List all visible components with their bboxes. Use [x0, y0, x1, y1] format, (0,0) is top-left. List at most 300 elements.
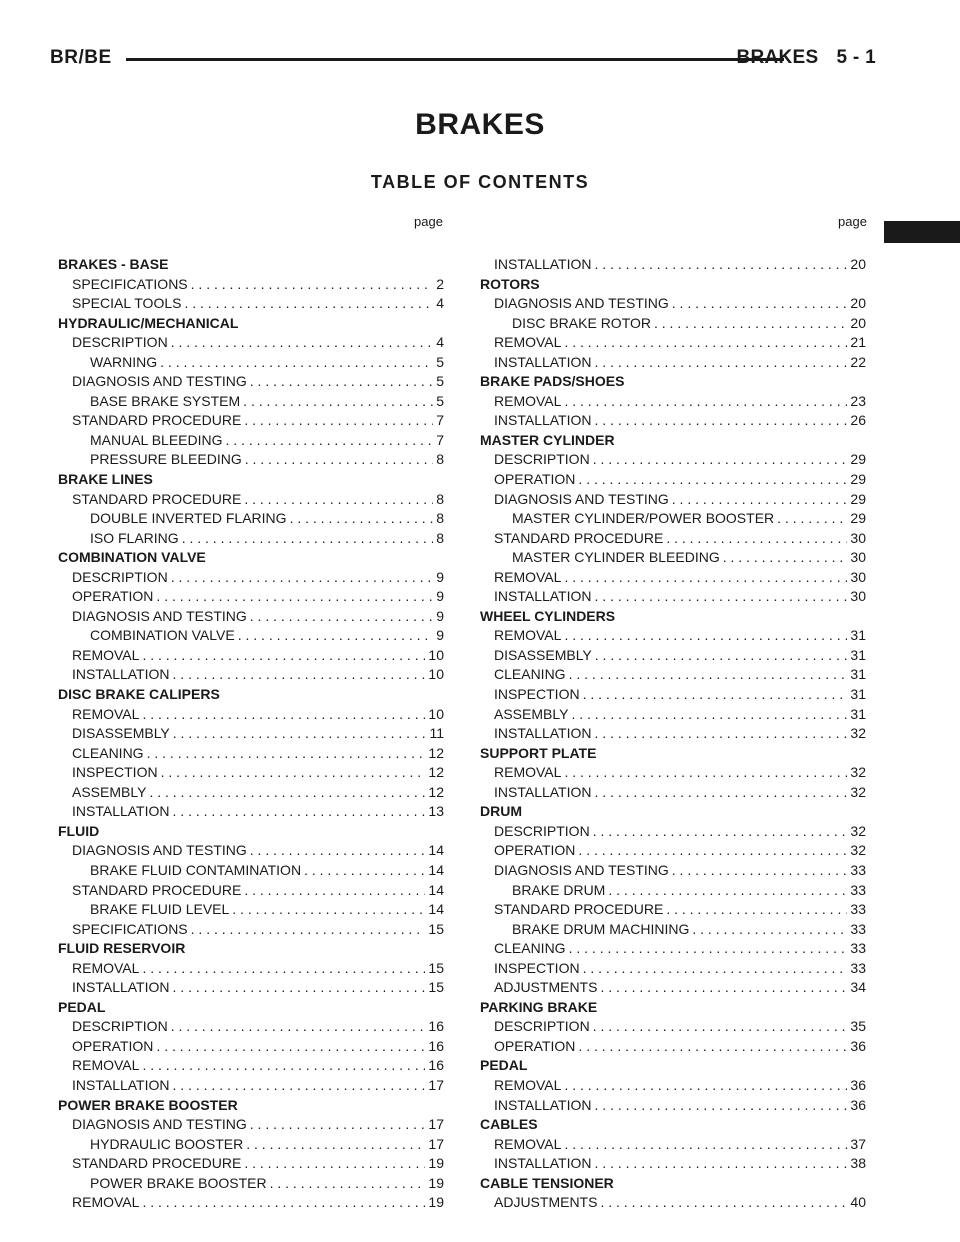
dot-leader — [564, 763, 847, 783]
toc-entry-title: OPERATION — [72, 1037, 154, 1054]
dot-leader — [243, 392, 433, 412]
dot-leader — [182, 529, 434, 549]
toc-entry[interactable] — [480, 294, 866, 314]
toc-entry-title: REMOVAL — [72, 1194, 140, 1211]
toc-entry-page: 32 — [850, 764, 866, 781]
dot-leader — [777, 509, 847, 529]
toc-entry-title: DESCRIPTION — [494, 822, 590, 839]
toc-entry[interactable] — [58, 1076, 444, 1096]
dot-leader — [161, 763, 426, 783]
toc-entry-page: 4 — [436, 334, 444, 351]
toc-entry-title: BASE BRAKE SYSTEM — [90, 392, 241, 409]
page-column-label-left: page — [414, 214, 443, 229]
toc-entry[interactable] — [58, 568, 444, 588]
toc-entry[interactable] — [58, 626, 444, 646]
toc-entry-page: 23 — [850, 392, 866, 409]
toc-entry[interactable] — [58, 1174, 444, 1194]
toc-entry[interactable] — [480, 626, 866, 646]
toc-entry-title: STANDARD PROCEDURE — [72, 1155, 242, 1172]
toc-entry-page: 33 — [850, 861, 866, 878]
toc-section-heading — [480, 1115, 866, 1135]
toc-entry[interactable] — [58, 1056, 444, 1076]
toc-entry-page: 30 — [850, 568, 866, 585]
toc-section-heading — [480, 998, 866, 1018]
dot-leader — [171, 1017, 426, 1037]
dot-leader — [564, 333, 847, 353]
toc-entry[interactable] — [58, 959, 444, 979]
dot-leader — [142, 959, 425, 979]
toc-entry-page: 19 — [428, 1174, 444, 1191]
toc-entry[interactable] — [58, 705, 444, 725]
toc-entry-page: 30 — [850, 529, 866, 546]
toc-entry-title: INSTALLATION — [494, 588, 592, 605]
toc-entry-title: DIAGNOSIS AND TESTING — [494, 490, 669, 507]
toc-entry-page: 32 — [850, 783, 866, 800]
toc-entry-title: INSTALLATION — [494, 1096, 592, 1113]
toc-entry[interactable] — [480, 450, 866, 470]
toc-entry-page: 7 — [436, 412, 444, 429]
toc-entry-title: REMOVAL — [72, 646, 140, 663]
toc-entry[interactable] — [58, 1135, 444, 1155]
toc-entry[interactable] — [480, 705, 866, 725]
toc-entry-page: 31 — [850, 686, 866, 703]
toc-entry-page: 26 — [850, 412, 866, 429]
dot-leader — [290, 509, 434, 529]
toc-entry[interactable] — [58, 744, 444, 764]
page-column-label-right: page — [838, 214, 867, 229]
dot-leader — [250, 1115, 426, 1135]
dot-leader — [564, 568, 847, 588]
toc-entry-title: HYDRAULIC/MECHANICAL — [58, 314, 239, 331]
toc-entry-title: INSPECTION — [494, 959, 580, 976]
toc-entry-page: 29 — [850, 451, 866, 468]
toc-section-heading — [58, 255, 444, 275]
toc-entry-title: SPECIFICATIONS — [72, 920, 188, 937]
toc-entry-title: FLUID — [58, 822, 100, 839]
toc-entry-title: STANDARD PROCEDURE — [72, 490, 242, 507]
toc-entry[interactable] — [58, 783, 444, 803]
toc-entry-title: BRAKE DRUM MACHINING — [512, 920, 690, 937]
toc-entry[interactable] — [480, 1037, 866, 1057]
dot-leader — [304, 861, 425, 881]
toc-entry[interactable] — [58, 1115, 444, 1135]
dot-leader — [173, 802, 426, 822]
dot-leader — [564, 626, 847, 646]
toc-entry-page: 31 — [850, 627, 866, 644]
dot-leader — [595, 1154, 848, 1174]
toc-entry[interactable] — [480, 529, 866, 549]
toc-entry-page: 8 — [436, 451, 444, 468]
toc-entry-page: 36 — [850, 1076, 866, 1093]
toc-entry-page: 31 — [850, 705, 866, 722]
dot-leader — [600, 978, 847, 998]
toc-section-heading — [480, 275, 866, 295]
toc-entry-page: 14 — [428, 881, 444, 898]
toc-entry-page: 29 — [850, 510, 866, 527]
dot-leader — [692, 920, 847, 940]
toc-entry-title: DRUM — [480, 803, 522, 820]
toc-entry[interactable] — [480, 411, 866, 431]
dot-leader — [191, 275, 434, 295]
dot-leader — [226, 431, 434, 451]
toc-entry-title: PEDAL — [58, 998, 106, 1015]
dot-leader — [608, 881, 847, 901]
toc-entry[interactable] — [480, 1017, 866, 1037]
toc-entry-page: 11 — [429, 725, 444, 742]
toc-entry-page: 5 — [436, 373, 444, 390]
toc-entry-title: INSTALLATION — [72, 979, 170, 996]
toc-entry-title: OPERATION — [494, 1037, 576, 1054]
dot-leader — [244, 411, 433, 431]
toc-section-heading — [480, 802, 866, 822]
dot-leader — [564, 1076, 847, 1096]
toc-entry-title: WARNING — [90, 353, 158, 370]
toc-entry-title: INSTALLATION — [72, 803, 170, 820]
toc-entry-title: BRAKE LINES — [58, 471, 153, 488]
toc-entry[interactable] — [480, 920, 866, 940]
toc-entry[interactable] — [58, 646, 444, 666]
toc-entry-title: ADJUSTMENTS — [494, 1194, 598, 1211]
dot-leader — [600, 1193, 847, 1213]
toc-entry-title: REMOVAL — [72, 1057, 140, 1074]
toc-entry-page: 5 — [436, 392, 444, 409]
toc-entry[interactable] — [480, 939, 866, 959]
toc-entry-title: CLEANING — [494, 666, 566, 683]
dot-leader — [142, 1193, 425, 1213]
toc-entry-page: 14 — [428, 842, 444, 859]
toc-section-heading — [58, 314, 444, 334]
toc-entry-title: DIAGNOSIS AND TESTING — [72, 1116, 247, 1133]
toc-section-heading — [480, 372, 866, 392]
toc-entry[interactable] — [480, 881, 866, 901]
toc-entry[interactable] — [58, 1154, 444, 1174]
toc-entry-title: ASSEMBLY — [72, 783, 147, 800]
toc-entry[interactable] — [58, 509, 444, 529]
toc-entry-page: 12 — [428, 783, 444, 800]
toc-entry-title: REMOVAL — [494, 334, 562, 351]
toc-entry-page: 9 — [436, 568, 444, 585]
toc-entry-page: 34 — [850, 979, 866, 996]
toc-entry[interactable] — [480, 1135, 866, 1155]
toc-entry-title: MASTER CYLINDER/POWER BOOSTER — [512, 510, 775, 527]
toc-entry[interactable] — [480, 861, 866, 881]
dot-leader — [171, 333, 434, 353]
toc-entry-title: DISC BRAKE ROTOR — [512, 314, 651, 331]
toc-entry[interactable] — [480, 568, 866, 588]
dot-leader — [595, 411, 848, 431]
toc-entry-title: STANDARD PROCEDURE — [72, 881, 242, 898]
toc-entry-page: 22 — [850, 353, 866, 370]
toc-entry-page: 16 — [428, 1037, 444, 1054]
dot-leader — [593, 450, 848, 470]
toc-entry[interactable] — [480, 353, 866, 373]
toc-entry-page: 12 — [428, 764, 444, 781]
dot-leader — [583, 685, 848, 705]
toc-entry-page: 10 — [428, 646, 444, 663]
toc-entry-title: BRAKE FLUID LEVEL — [90, 901, 230, 918]
dot-leader — [672, 294, 848, 314]
toc-entry[interactable] — [58, 665, 444, 685]
toc-entry[interactable] — [480, 822, 866, 842]
dot-leader — [666, 900, 847, 920]
toc-section-heading — [480, 1056, 866, 1076]
toc-entry[interactable] — [480, 665, 866, 685]
dot-leader — [173, 724, 427, 744]
header-rule — [126, 58, 784, 61]
toc-entry[interactable] — [480, 1096, 866, 1116]
dot-leader — [666, 529, 847, 549]
toc-entry-title: DOUBLE INVERTED FLARING — [90, 510, 287, 527]
toc-section-heading — [58, 998, 444, 1018]
dot-leader — [564, 392, 847, 412]
toc-section-heading — [480, 607, 866, 627]
toc-entry-title: SPECIAL TOOLS — [72, 295, 182, 312]
toc-entry-title: REMOVAL — [494, 627, 562, 644]
toc-entry-title: ISO FLARING — [90, 529, 179, 546]
toc-entry[interactable] — [480, 314, 866, 334]
toc-entry-title: INSTALLATION — [72, 666, 170, 683]
dot-leader — [578, 841, 847, 861]
toc-entry[interactable] — [58, 333, 444, 353]
toc-entry-title: REMOVAL — [494, 392, 562, 409]
toc-entry[interactable] — [480, 1193, 866, 1213]
dot-leader — [595, 646, 848, 666]
toc-entry-page: 10 — [428, 666, 444, 683]
toc-section-heading — [480, 744, 866, 764]
dot-leader — [595, 353, 848, 373]
toc-entry[interactable] — [480, 333, 866, 353]
toc-entry-page: 2 — [436, 275, 444, 292]
toc-entry[interactable] — [58, 1037, 444, 1057]
toc-entry-page: 16 — [428, 1057, 444, 1074]
toc-entry-title: DESCRIPTION — [72, 568, 168, 585]
dot-leader — [595, 1096, 848, 1116]
toc-entry-page: 20 — [850, 314, 866, 331]
toc-entry[interactable] — [58, 529, 444, 549]
toc-entry-title: PEDAL — [480, 1057, 528, 1074]
toc-entry-page: 9 — [436, 627, 444, 644]
toc-entry-title: ASSEMBLY — [494, 705, 569, 722]
toc-entry[interactable] — [480, 392, 866, 412]
toc-section-heading — [480, 1174, 866, 1194]
dot-leader — [156, 1037, 425, 1057]
toc-entry[interactable] — [58, 431, 444, 451]
toc-entry-page: 10 — [428, 705, 444, 722]
toc-entry-title: DIAGNOSIS AND TESTING — [72, 842, 247, 859]
dot-leader — [595, 587, 848, 607]
toc-entry-title: OPERATION — [72, 588, 154, 605]
toc-entry-title: COMBINATION VALVE — [90, 627, 235, 644]
toc-entry-page: 15 — [428, 959, 444, 976]
toc-entry[interactable] — [480, 490, 866, 510]
page-number: 5 - 1 — [836, 47, 876, 68]
toc-entry[interactable] — [58, 861, 444, 881]
toc-right-column — [480, 255, 866, 1213]
dot-leader — [246, 1135, 425, 1155]
dot-leader — [564, 1135, 847, 1155]
toc-entry-title: SUPPORT PLATE — [480, 744, 597, 761]
dot-leader — [160, 353, 433, 373]
toc-entry-title: REMOVAL — [494, 1135, 562, 1152]
toc-entry[interactable] — [480, 783, 866, 803]
toc-entry-title: OPERATION — [494, 471, 576, 488]
toc-entry-title: DIAGNOSIS AND TESTING — [72, 373, 247, 390]
toc-entry[interactable] — [480, 1154, 866, 1174]
toc-entry[interactable] — [58, 841, 444, 861]
toc-entry[interactable] — [58, 1017, 444, 1037]
toc-entry[interactable] — [58, 294, 444, 314]
toc-entry-page: 19 — [428, 1155, 444, 1172]
toc-entry-page: 33 — [850, 940, 866, 957]
toc-entry-page: 8 — [436, 510, 444, 527]
toc-entry[interactable] — [480, 255, 866, 275]
toc-entry[interactable] — [480, 685, 866, 705]
toc-entry-title: STANDARD PROCEDURE — [72, 412, 242, 429]
toc-entry[interactable] — [58, 802, 444, 822]
toc-entry-page: 9 — [436, 607, 444, 624]
dot-leader — [593, 1017, 848, 1037]
toc-entry[interactable] — [480, 587, 866, 607]
dot-leader — [156, 587, 433, 607]
toc-entry-title: DIAGNOSIS AND TESTING — [494, 295, 669, 312]
toc-entry-page: 12 — [428, 744, 444, 761]
toc-entry-page: 14 — [428, 861, 444, 878]
toc-entry-page: 8 — [436, 529, 444, 546]
toc-entry[interactable] — [480, 978, 866, 998]
toc-entry-title: POWER BRAKE BOOSTER — [90, 1174, 267, 1191]
toc-entry-title: INSTALLATION — [494, 1155, 592, 1172]
toc-entry[interactable] — [58, 763, 444, 783]
dot-leader — [672, 861, 848, 881]
toc-entry-page: 32 — [850, 725, 866, 742]
dot-leader — [244, 490, 433, 510]
toc-entry[interactable] — [480, 470, 866, 490]
toc-entry-page: 5 — [436, 353, 444, 370]
header-section — [736, 47, 876, 69]
toc-entry[interactable] — [480, 763, 866, 783]
toc-entry-page: 20 — [850, 295, 866, 312]
dot-leader — [250, 372, 433, 392]
dot-leader — [270, 1174, 426, 1194]
toc-entry-title: INSTALLATION — [72, 1076, 170, 1093]
dot-leader — [569, 665, 848, 685]
toc-entry[interactable] — [58, 978, 444, 998]
toc-entry-title: REMOVAL — [72, 705, 140, 722]
toc-entry-title: DESCRIPTION — [72, 334, 168, 351]
toc-entry-title: INSTALLATION — [494, 353, 592, 370]
dot-leader — [595, 783, 848, 803]
dot-leader — [569, 939, 848, 959]
toc-entry-page: 4 — [436, 295, 444, 312]
toc-section-heading — [58, 548, 444, 568]
toc-entry-title: COMBINATION VALVE — [58, 549, 206, 566]
dot-leader — [142, 705, 425, 725]
toc-entry-title: WHEEL CYLINDERS — [480, 607, 616, 624]
dot-leader — [723, 548, 848, 568]
toc-title: TABLE OF CONTENTS — [370, 172, 590, 192]
toc-entry[interactable] — [58, 490, 444, 510]
toc-entry[interactable] — [480, 724, 866, 744]
dot-leader — [245, 450, 433, 470]
dot-leader — [142, 646, 425, 666]
dot-leader — [672, 490, 848, 510]
dot-leader — [654, 314, 847, 334]
toc-entry[interactable] — [58, 607, 444, 627]
toc-entry-title: DISASSEMBLY — [494, 646, 592, 663]
toc-entry-title: DISC BRAKE CALIPERS — [58, 686, 220, 703]
toc-entry[interactable] — [58, 411, 444, 431]
toc-entry-page: 21 — [850, 334, 866, 351]
dot-leader — [571, 705, 847, 725]
toc-entry-title: INSTALLATION — [494, 256, 592, 272]
toc-entry-page: 19 — [428, 1194, 444, 1211]
toc-entry-page: 32 — [850, 822, 866, 839]
toc-entry[interactable] — [58, 900, 444, 920]
toc-entry[interactable] — [480, 1076, 866, 1096]
dot-leader — [250, 607, 433, 627]
toc-entry[interactable] — [480, 509, 866, 529]
toc-entry-title: REMOVAL — [494, 1076, 562, 1093]
toc-entry[interactable] — [58, 724, 444, 744]
toc-entry[interactable] — [480, 841, 866, 861]
toc-entry[interactable] — [58, 920, 444, 940]
toc-entry[interactable] — [58, 353, 444, 373]
toc-entry-page: 17 — [428, 1116, 444, 1133]
toc-entry-title: MANUAL BLEEDING — [90, 431, 223, 448]
toc-entry-page: 20 — [850, 256, 866, 272]
toc-entry[interactable] — [58, 450, 444, 470]
toc-entry[interactable] — [58, 881, 444, 901]
toc-entry-page: 38 — [850, 1155, 866, 1172]
toc-entry[interactable] — [480, 900, 866, 920]
dot-leader — [142, 1056, 425, 1076]
toc-entry-page: 31 — [850, 666, 866, 683]
toc-entry[interactable] — [58, 372, 444, 392]
toc-entry-page: 8 — [436, 490, 444, 507]
toc-entry-title: DIAGNOSIS AND TESTING — [494, 861, 669, 878]
toc-section-heading — [58, 685, 444, 705]
toc-entry-page: 33 — [850, 959, 866, 976]
toc-entry[interactable] — [58, 587, 444, 607]
toc-entry-title: PRESSURE BLEEDING — [90, 451, 242, 468]
toc-entry-page: 15 — [428, 979, 444, 996]
toc-entry[interactable] — [480, 646, 866, 666]
toc-entry[interactable] — [480, 548, 866, 568]
toc-entry-title: STANDARD PROCEDURE — [494, 901, 664, 918]
toc-entry[interactable] — [58, 1193, 444, 1213]
toc-entry[interactable] — [58, 392, 444, 412]
toc-entry-title: REMOVAL — [494, 764, 562, 781]
toc-entry-title: FLUID RESERVOIR — [58, 940, 186, 957]
dot-leader — [173, 1076, 426, 1096]
toc-entry[interactable] — [480, 959, 866, 979]
toc-entry-title: DESCRIPTION — [72, 1018, 168, 1035]
toc-left-column — [58, 255, 444, 1213]
toc-entry-page: 7 — [436, 431, 444, 448]
toc-entry-title: DIAGNOSIS AND TESTING — [72, 607, 247, 624]
toc-entry-title: INSPECTION — [494, 686, 580, 703]
toc-entry-title: INSTALLATION — [494, 412, 592, 429]
toc-entry-page: 33 — [850, 920, 866, 937]
toc-entry-page: 33 — [850, 881, 866, 898]
dot-leader — [184, 294, 433, 314]
toc-entry-title: REMOVAL — [72, 959, 140, 976]
toc-section-heading — [58, 822, 444, 842]
toc-entry[interactable] — [58, 275, 444, 295]
dot-leader — [232, 900, 425, 920]
toc-entry-page: 40 — [850, 1194, 866, 1211]
toc-entry-title: SPECIFICATIONS — [72, 275, 188, 292]
